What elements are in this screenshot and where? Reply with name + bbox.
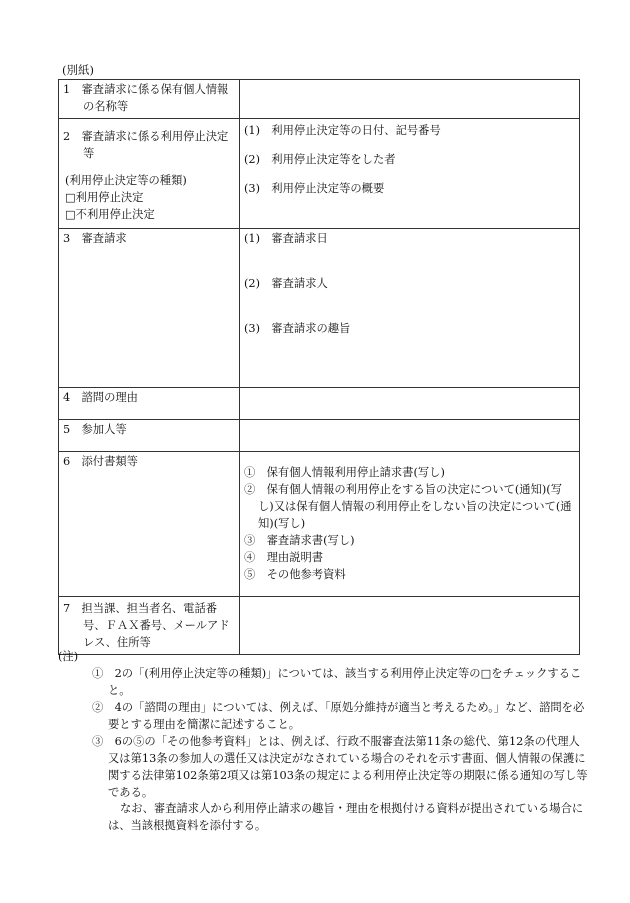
attachment-item: ② 保有個人情報の利用停止をする旨の決定について(通知)(写し)又は保有個人情報の利用停止をしない旨の決定について(通知)(写し) (244, 482, 572, 530)
attachment-item: ⑤ その他参考資料 (244, 567, 346, 581)
row-contact-info (59, 596, 580, 654)
label-contact-info: 7 担当課、担当者名、電話番号、ＦＡＸ番号、メールアドレス、住所等 (59, 596, 240, 654)
item-decision-summary: (3) 利用停止決定等の概要 (244, 181, 385, 195)
attachment-item: ① 保有個人情報利用停止請求書(写し) (244, 465, 445, 479)
value-inquiry-reason (240, 387, 580, 419)
value-personal-info-name (240, 80, 580, 119)
value-contact-info (240, 596, 580, 654)
item-decision-date: (1) 利用停止決定等の日付、記号番号 (244, 123, 441, 137)
value-suspension-decision (240, 118, 580, 228)
row-participants (59, 419, 580, 451)
note-item: ① 2の「(利用停止決定等の種類)」については、該当する利用停止決定等の□をチェックすること。 (92, 666, 582, 697)
label-inquiry-reason: 4 諮問の理由 (59, 387, 240, 419)
row-review-request (59, 228, 580, 387)
notes-section (58, 649, 588, 835)
attachment-item: ④ 理由説明書 (244, 550, 324, 564)
notes-title: (注) (58, 650, 79, 663)
request-form-table (58, 79, 580, 655)
checkbox-non-suspension[interactable]: □不利用停止決定 (65, 207, 155, 221)
label-participants: 5 参加人等 (59, 419, 240, 451)
label-review-request: 3 審査請求 (59, 228, 240, 387)
note-item: ② 4の「諮問の理由」については、例えば、「原処分維持が適当と考えるため。」など、諮問を必要とする理由を簡潔に記述すること。 (92, 700, 585, 731)
note-addendum: なお、審査請求人から利用停止請求の趣旨・理由を根拠付ける資料が提出されている場合には、当該根拠資料を添付する。 (108, 802, 584, 833)
checkbox-suspension[interactable]: □利用停止決定 (65, 190, 144, 204)
note-item: ③ 6の⑤の「その他参考資料」とは、例えば、行政不服審査法第11条の総代、第12条の代理人又は第13条の参加人の選任又は決定がなされている場合のそれを示す書面、個人情報の保護に関する法律第102条第2項又は第103条の規定による利用停止決定等の期限に係る通知の写し等である。 (92, 734, 588, 799)
item-review-purpose: (3) 審査請求の趣旨 (244, 321, 351, 335)
attachment-item: ③ 審査請求書(写し) (244, 533, 355, 547)
row-suspension-decision (59, 118, 580, 228)
row-personal-info-name (59, 80, 580, 119)
item-review-requester: (2) 審査請求人 (244, 276, 328, 290)
value-participants (240, 419, 580, 451)
row-attachments (59, 451, 580, 596)
label-personal-info-name: 1 審査請求に係る保有個人情報の名称等 (59, 80, 240, 119)
value-attachments (240, 451, 580, 596)
decision-kind-title: (利用停止決定等の種類) (65, 173, 187, 187)
label-attachments: 6 添付書類等 (59, 451, 240, 596)
label-suspension-decision: 2 審査請求に係る利用停止決定等 (利用停止決定等の種類) □利用停止決定 □不利用停止決定 (59, 118, 240, 228)
value-review-request (240, 228, 580, 387)
item-decision-maker: (2) 利用停止決定等をした者 (244, 152, 396, 166)
form-caption: (別紙) (62, 63, 94, 77)
item-review-date: (1) 審査請求日 (244, 231, 328, 245)
row-inquiry-reason (59, 387, 580, 419)
